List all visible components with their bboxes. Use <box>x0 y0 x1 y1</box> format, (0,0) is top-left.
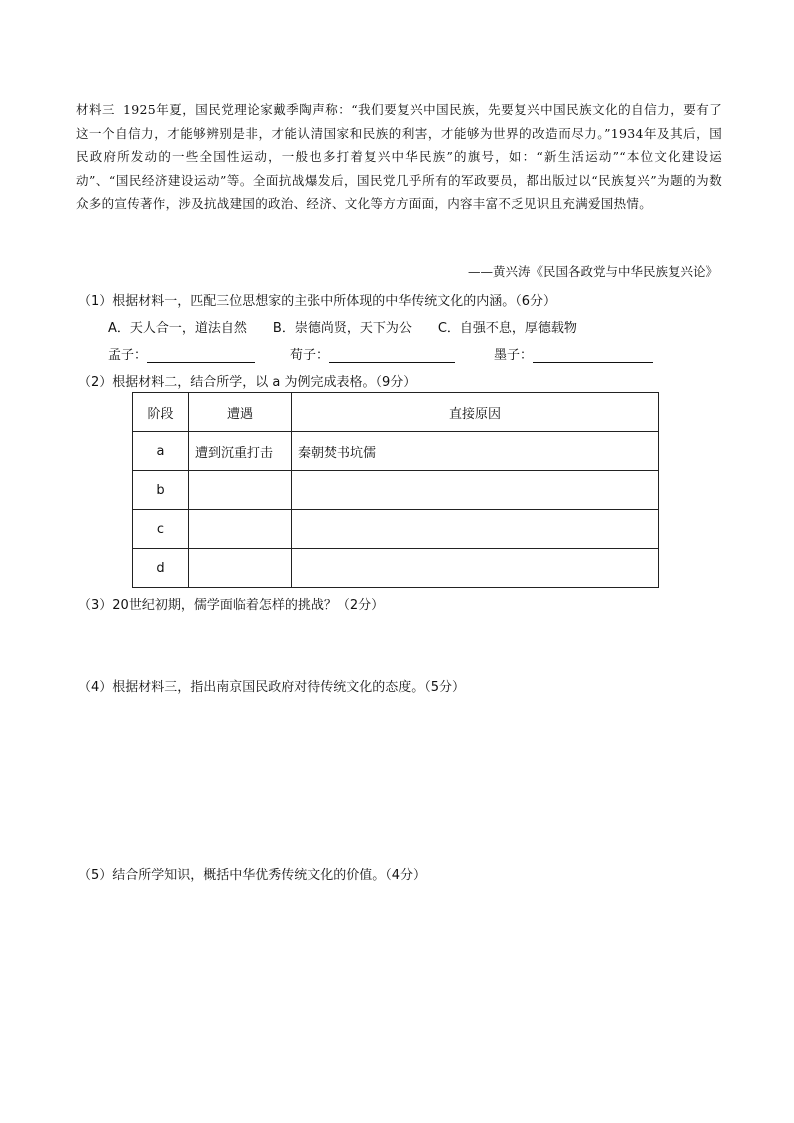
cell-cause: 秦朝焚书坑儒 <box>292 432 659 471</box>
option-c: C．自强不息，厚德载物 <box>437 321 577 336</box>
cell-encounter[interactable] <box>189 471 292 510</box>
blank-xunzi-line[interactable] <box>329 348 455 363</box>
option-a: A．天人合一，道法自然 <box>108 321 247 336</box>
header-encounter: 遭遇 <box>189 393 292 432</box>
question-2-prompt: （2）根据材料二，结合所学，以 a 为例完成表格。（9分） <box>78 375 417 390</box>
question-4-prompt: （4）根据材料三，指出南京国民政府对待传统文化的态度。（5分） <box>78 680 466 695</box>
question-5-prompt: （5）结合所学知识，概括中华优秀传统文化的价值。（4分） <box>78 868 427 883</box>
question-1-options <box>108 317 603 336</box>
blank-mencius <box>108 344 255 363</box>
blank-mozi-label: 墨子： <box>494 348 534 363</box>
blank-mozi-line[interactable] <box>533 348 653 363</box>
blank-mencius-line[interactable] <box>147 348 255 363</box>
cell-stage: b <box>133 471 189 510</box>
question-1-prompt: （1）根据材料一，匹配三位思想家的主张中所体现的中华传统文化的内涵。（6分） <box>78 294 557 309</box>
cell-stage: a <box>133 432 189 471</box>
blank-mozi <box>494 344 653 363</box>
material-label: 材料三 <box>76 102 116 117</box>
header-direct-cause: 直接原因 <box>292 393 659 432</box>
cell-encounter[interactable] <box>189 510 292 549</box>
table-row <box>133 471 659 510</box>
table-row <box>133 432 659 471</box>
option-b: B．崇德尚贤，天下为公 <box>272 321 412 336</box>
table-row <box>133 510 659 549</box>
cell-cause[interactable] <box>292 549 659 588</box>
material-source: ——黄兴涛《民国各政党与中华民族复兴论》 <box>467 264 718 279</box>
material-text: 1925年夏，国民党理论家戴季陶声称：“我们要复兴中国民族，先要复兴中国民族文化的自信力，要有了这一个自信力，才能够辨别是非，才能认清国家和民族的利害，才能够为世界的改造而尽力。”1934年及其后，国民政府所发动的一些全国性运动，一般也多打着复兴中华民族”的旗号，如：“新生活运动”“本位文化建设运动”、“国民经济建设运动”等。全面抗战爆发后，国民党几乎所有的军政要员，都出版过以“民族复兴”为题的为数众多的宣传著作，涉及抗战建国的政治、经济、文化等方方面面，内容丰富不乏见识且充满爱国热情。 <box>76 102 722 211</box>
table-header-row <box>133 393 659 432</box>
material-three-paragraph <box>76 98 722 216</box>
cell-stage: c <box>133 510 189 549</box>
blank-xunzi-label: 荀子： <box>290 348 330 363</box>
table-row <box>133 549 659 588</box>
question-3-prompt: （3）20世纪初期，儒学面临着怎样的挑战？（2分） <box>78 598 385 613</box>
cell-encounter: 遭到沉重打击 <box>189 432 292 471</box>
header-stage: 阶段 <box>133 393 189 432</box>
blank-xunzi <box>290 344 455 363</box>
cell-cause[interactable] <box>292 471 659 510</box>
cell-stage: d <box>133 549 189 588</box>
cell-cause[interactable] <box>292 510 659 549</box>
blank-mencius-label: 孟子： <box>108 348 148 363</box>
answer-table <box>132 392 659 588</box>
cell-encounter[interactable] <box>189 549 292 588</box>
